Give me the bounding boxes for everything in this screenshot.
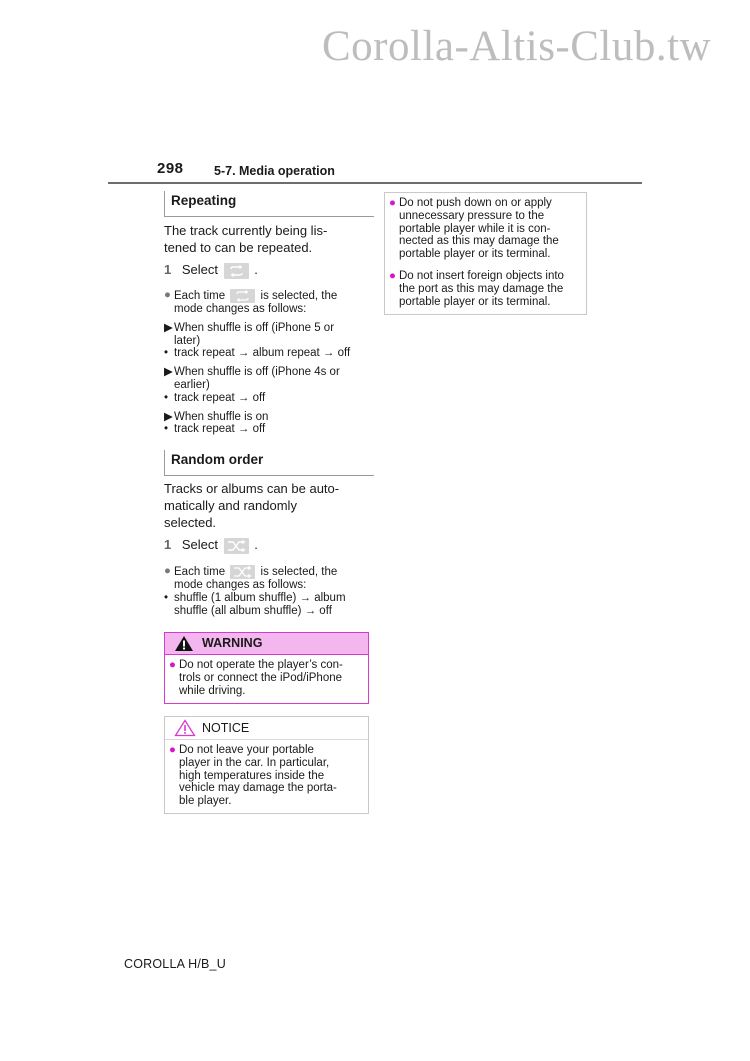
warning-body: ● Do not operate the player’s con- trols or connect the iPod/iPhone while driving. xyxy=(169,659,343,697)
bullet-icon: ● xyxy=(389,269,396,282)
repeat-icon xyxy=(224,263,249,279)
random-modes xyxy=(164,565,367,617)
repeating-heading: Repeating xyxy=(164,191,374,217)
step-number: 1 xyxy=(164,262,172,277)
list-item: ● Each time is selected, the mode changes as follows: xyxy=(164,289,338,315)
notice-title: NOTICE xyxy=(202,721,250,735)
bullet-icon: ● xyxy=(169,659,176,671)
shuffle-icon xyxy=(224,538,249,554)
warning-title: WARNING xyxy=(202,636,263,650)
list-item: ● Each time is selected, the mode changes as follows: xyxy=(164,565,338,591)
list-item: ▶ When shuffle is off (iPhone 5 or later) xyxy=(164,321,335,347)
notice-icon xyxy=(174,719,196,737)
section-title: 5-7. Media operation xyxy=(214,164,335,178)
caution-box xyxy=(384,192,587,315)
warning-header xyxy=(165,633,368,655)
random-step: 1 Select . xyxy=(164,537,258,552)
repeating-intro: The track currently being lis- tened to can be repeated. xyxy=(164,223,328,255)
page-number: 298 xyxy=(157,160,184,177)
list-item: ▶ When shuffle is off (iPhone 4s or earlier) xyxy=(164,366,340,391)
list-item: • track repeat → off xyxy=(164,423,266,436)
list-item: • track repeat → album repeat → off xyxy=(164,347,351,360)
notice-body: ● Do not leave your portable player in the car. In particular, high temperatures inside the vehicle may damage the porta- ble player. xyxy=(169,744,337,808)
repeat-icon xyxy=(230,289,255,303)
notice-header xyxy=(165,717,368,740)
bullet-icon: ● xyxy=(169,744,176,756)
list-item: • shuffle (1 album shuffle) → album shuffle (all album shuffle) → off xyxy=(164,591,346,617)
bullet-icon: ● xyxy=(164,565,171,577)
list-item: • track repeat → off xyxy=(164,391,266,404)
triangle-bullet-icon: ▶ xyxy=(164,366,173,379)
list-item: ● Do not insert foreign objects into the port as this may damage the portable player or its terminal. xyxy=(389,269,564,308)
repeating-step: 1 Select . xyxy=(164,262,258,277)
shuffle-icon xyxy=(230,565,255,579)
triangle-bullet-icon: ▶ xyxy=(164,321,173,334)
repeating-modes xyxy=(164,289,367,436)
footer-model-code: COROLLA H/B_U xyxy=(124,957,226,971)
step-number: 1 xyxy=(164,537,172,552)
list-item: ● Do not push down on or apply unnecessary pressure to the portable player while it is con- nected as this may damage the portable player or its terminal. xyxy=(389,197,559,261)
warning-icon xyxy=(174,635,194,652)
warning-box xyxy=(164,632,369,704)
watermark-text: Corolla-Altis-Club.tw xyxy=(322,23,712,70)
random-intro: Tracks or albums can be auto- matically and randomly selected. xyxy=(164,481,340,530)
step-text: Select xyxy=(181,537,218,552)
header-divider xyxy=(108,182,642,184)
random-heading: Random order xyxy=(164,450,374,476)
bullet-icon: ● xyxy=(389,197,396,209)
bullet-icon: ● xyxy=(164,289,171,301)
list-item: ▶ When shuffle is on xyxy=(164,410,269,423)
step-text: Select xyxy=(181,262,218,277)
triangle-bullet-icon: ▶ xyxy=(164,410,173,423)
notice-box xyxy=(164,716,369,814)
